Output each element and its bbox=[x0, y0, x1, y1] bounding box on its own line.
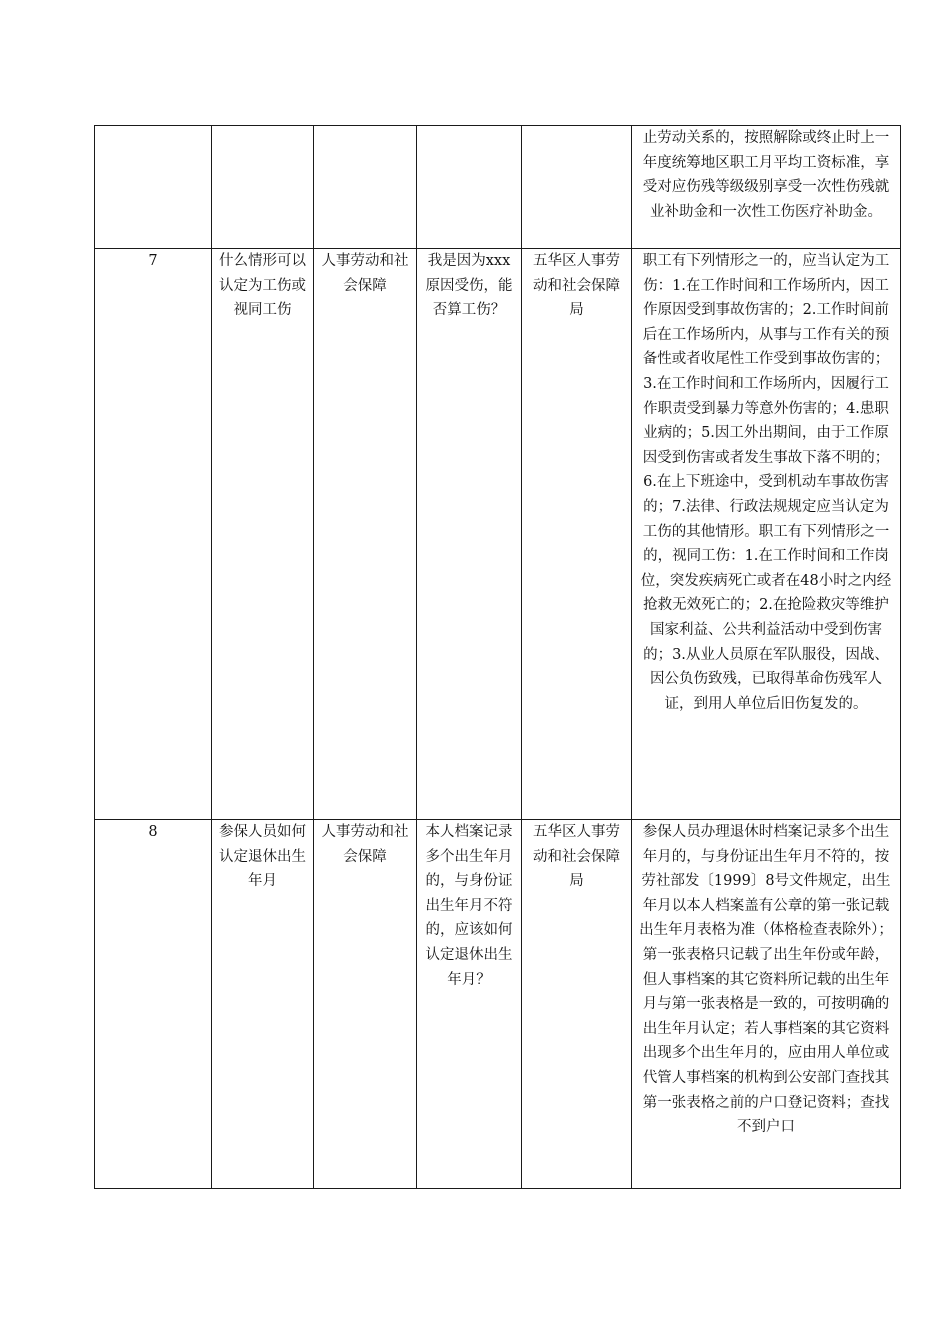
department-cell: 五华区人事劳动和社会保障局 bbox=[522, 820, 632, 1189]
item-number-cell bbox=[95, 126, 212, 249]
answer-cell: 止劳动关系的，按照解除或终止时上一年度统筹地区职工月平均工资标准，享受对应伤残等级级别享受一次性伤残就业补助金和一次性工伤医疗补助金。 bbox=[632, 126, 901, 249]
answer-cell: 参保人员办理退休时档案记录多个出生年月的，与身份证出生年月不符的，按劳社部发〔1999〕8号文件规定，出生年月以本人档案盖有公章的第一张记载出生年月表格为准（体格检查表除外）；第一张表格只记载了出生年份或年龄，但人事档案的其它资料所记载的出生年月与第一张表格是一致的，可按明确的出生年月认定；若人事档案的其它资料出现多个出生年月的，应由用人单位或代管人事档案的机构到公安部门查找其第一张表格之前的户口登记资料；查找不到户口 bbox=[632, 820, 901, 1189]
department-cell bbox=[522, 126, 632, 249]
example-question-cell bbox=[417, 126, 522, 249]
category-cell: 人事劳动和社会保障 bbox=[314, 820, 417, 1189]
item-number-cell: 8 bbox=[95, 820, 212, 1189]
category-cell: 人事劳动和社会保障 bbox=[314, 249, 417, 820]
question-cell: 参保人员如何认定退休出生年月 bbox=[212, 820, 314, 1189]
example-question-cell: 我是因为xxx原因受伤，能否算工伤？ bbox=[417, 249, 522, 820]
table-row bbox=[95, 126, 901, 249]
category-cell bbox=[314, 126, 417, 249]
service-qa-table bbox=[94, 125, 901, 1189]
table-row bbox=[95, 249, 901, 820]
answer-cell: 职工有下列情形之一的，应当认定为工伤：1.在工作时间和工作场所内，因工作原因受到事故伤害的；2.工作时间前后在工作场所内，从事与工作有关的预备性或者收尾性工作受到事故伤害的；3.在工作时间和工作场所内，因履行工作职责受到暴力等意外伤害的；4.患职业病的；5.因工外出期间，由于工作原因受到伤害或者发生事故下落不明的；6.在上下班途中，受到机动车事故伤害的；7.法律、行政法规规定应当认定为工伤的其他情形。职工有下列情形之一的，视同工伤：1.在工作时间和工作岗位，突发疾病死亡或者在48小时之内经抢救无效死亡的；2.在抢险救灾等维护国家利益、公共利益活动中受到伤害的；3.从业人员原在军队服役，因战、因公负伤致残，已取得革命伤残军人证，到用人单位后旧伤复发的。 bbox=[632, 249, 901, 820]
question-cell: 什么情形可以认定为工伤或视同工伤 bbox=[212, 249, 314, 820]
question-cell bbox=[212, 126, 314, 249]
table-row bbox=[95, 820, 901, 1189]
item-number-cell: 7 bbox=[95, 249, 212, 820]
example-question-cell: 本人档案记录多个出生年月的，与身份证出生年月不符的，应该如何认定退休出生年月？ bbox=[417, 820, 522, 1189]
department-cell: 五华区人事劳动和社会保障局 bbox=[522, 249, 632, 820]
